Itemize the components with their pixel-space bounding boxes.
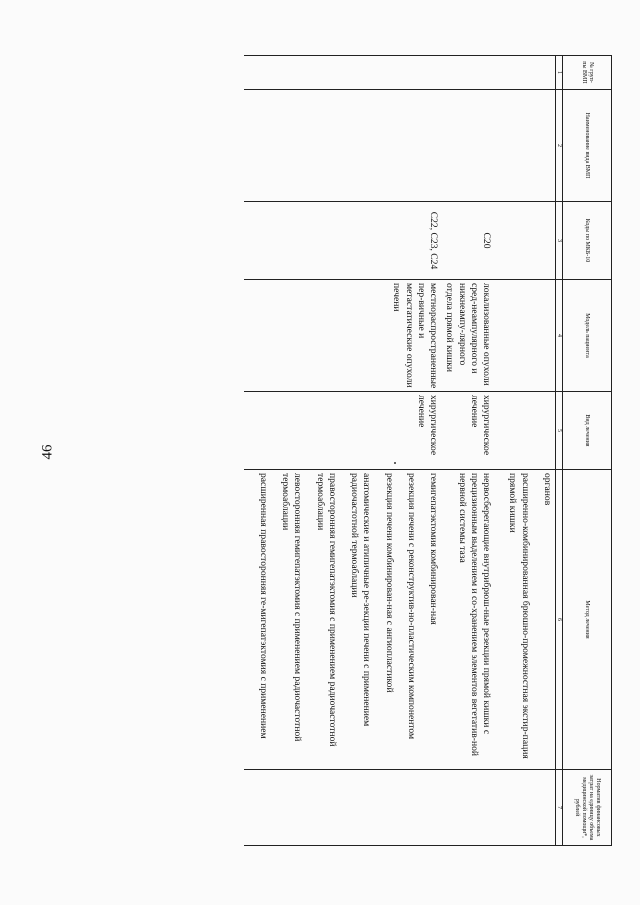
treatment-method: расширенно-комбинированная брюшно-промежностная экстир-пация прямой кишки [507,473,531,759]
treatment-type: хирургическое лечение [441,392,494,470]
treatment-method: резекция печени комбинирован-ная с ангиопластикой [383,473,395,693]
continued-text: органов [542,473,553,506]
header-icd-codes: Коды по МКБ-10 [563,202,612,280]
column-number: 4 [556,280,563,392]
icd-code: C22, C23, C24 [244,202,441,280]
rotated-table-wrapper [112,55,612,845]
treatment-method: правосторонняя гемигепатэктомия с применением радиочастотной термоаблации [314,473,338,747]
table-row [244,56,441,846]
column-number: 6 [556,470,563,770]
treatment-method: гемигепатэктомия комбинирован-ная [428,473,440,625]
icd-code: C20 [441,202,494,280]
treatment-method: нервосберегающие внутрибрюш-ные резекции прямой кишки с прецизионным выделением и со-хранением элементов вегетатив-ной нервной системы таза [456,473,493,757]
treatment-method: анатомические и атипичные ре-зекции печени с применением радиочастотной термоаблации [349,473,373,727]
treatment-method: резекция печени с реконструктив-но-пластическим компонентом [405,473,417,740]
header-treatment-method: Метод лечения [563,470,612,770]
treatment-method: расширенная правосторонняя ге-мигепатэктомия с применением [257,473,269,739]
header-vmp-name: Наименование вида ВМП [563,90,612,202]
column-number-row [556,56,563,846]
column-number: 3 [556,202,563,280]
column-number: 5 [556,392,563,470]
header-patient-model: Модель пациента [563,280,612,392]
treatment-method: левосторонняя гемигепатэктомия с применением радиочастотной термоаблации [280,473,304,742]
table-row [441,56,494,846]
patient-model: местнораспространенные пер-вичные и метастатические опухоли печени [244,280,441,392]
header-cost-norm: Норматив финансовых затрат на единицу объема медицинской помощи*, рублей [563,770,612,846]
header-group-number: № груп- пы ВМП [563,56,612,90]
page-number: 46 [39,444,56,460]
header-row [563,56,612,846]
column-number: 2 [556,90,563,202]
column-number: 7 [556,770,563,846]
patient-model: локализованные опухоли сред-неампулярного и нижнеампу-лярного отдела прямой кишки [441,280,494,392]
treatment-type: хирургическое лечение [244,392,441,470]
vmp-table [244,55,612,846]
table-row [494,56,555,846]
scan-speck [394,462,396,464]
header-treatment-type: Вид лечения [563,392,612,470]
column-number: 1 [556,56,563,90]
